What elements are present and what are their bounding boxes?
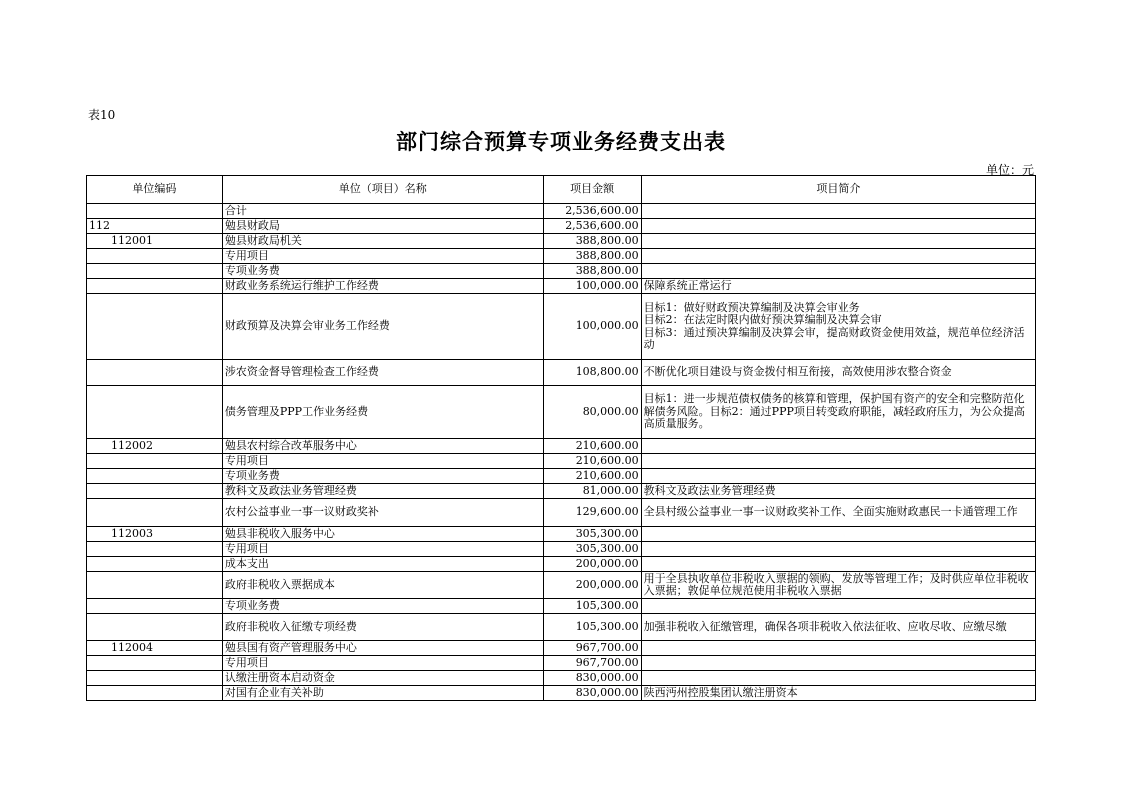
page-title: 部门综合预算专项业务经费支出表: [396, 129, 726, 154]
table-row: [87, 499, 1036, 527]
amount-cell: 81,000.00: [543, 484, 641, 499]
amount-cell: 210,600.00: [543, 469, 641, 484]
code-cell: [87, 386, 223, 439]
table-row: [87, 454, 1036, 469]
code-cell: 112: [87, 219, 223, 234]
code-cell: [87, 671, 223, 686]
table-row: [87, 542, 1036, 557]
desc-cell: 不断优化项目建设与资金拨付相互衔接，高效使用涉农整合资金: [641, 360, 1035, 386]
amount-cell: 830,000.00: [543, 671, 641, 686]
amount-cell: 967,700.00: [543, 641, 641, 656]
desc-cell: [641, 234, 1035, 249]
amount-cell: 105,300.00: [543, 599, 641, 614]
code-cell: 112002: [87, 439, 223, 454]
desc-cell: [641, 542, 1035, 557]
code-cell: [87, 454, 223, 469]
code-cell: [87, 656, 223, 671]
name-cell: 政府非税收入票据成本: [222, 572, 543, 599]
amount-cell: 305,300.00: [543, 542, 641, 557]
amount-cell: 2,536,600.00: [543, 204, 641, 219]
name-cell: 债务管理及PPP工作业务经费: [222, 386, 543, 439]
name-cell: 勉县财政局: [222, 219, 543, 234]
code-cell: [87, 249, 223, 264]
header-code: 单位编码: [87, 176, 223, 204]
amount-cell: 105,300.00: [543, 614, 641, 641]
table-row: [87, 484, 1036, 499]
desc-cell: [641, 454, 1035, 469]
code-cell: [87, 204, 223, 219]
name-cell: 对国有企业有关补助: [222, 686, 543, 701]
header-amount: 项目金额: [543, 176, 641, 204]
table-row: [87, 614, 1036, 641]
name-cell: 专项业务费: [222, 469, 543, 484]
name-cell: 涉农资金督导管理检查工作经费: [222, 360, 543, 386]
desc-cell: 加强非税收入征缴管理，确保各项非税收入依法征收、应收尽收、应缴尽缴: [641, 614, 1035, 641]
desc-cell: [641, 641, 1035, 656]
name-cell: 教科文及政法业务管理经费: [222, 484, 543, 499]
table-row: [87, 249, 1036, 264]
table-row: [87, 219, 1036, 234]
code-cell: [87, 469, 223, 484]
code-cell: [87, 360, 223, 386]
table-row: [87, 469, 1036, 484]
desc-cell: [641, 204, 1035, 219]
name-cell: 财政预算及决算会审业务工作经费: [222, 294, 543, 360]
code-cell: [87, 557, 223, 572]
code-cell: [87, 542, 223, 557]
table-row: [87, 204, 1036, 219]
name-cell: 专用项目: [222, 249, 543, 264]
amount-cell: 80,000.00: [543, 386, 641, 439]
table-row: [87, 294, 1036, 360]
amount-cell: 388,800.00: [543, 249, 641, 264]
desc-cell: 全县村级公益事业一事一议财政奖补工作、全面实施财政惠民一卡通管理工作: [641, 499, 1035, 527]
name-cell: 专用项目: [222, 656, 543, 671]
desc-cell: [641, 439, 1035, 454]
desc-cell: [641, 219, 1035, 234]
name-cell: 财政业务系统运行维护工作经费: [222, 279, 543, 294]
unit-label: 单位：元: [985, 163, 1034, 177]
desc-cell: [641, 599, 1035, 614]
amount-cell: 210,600.00: [543, 439, 641, 454]
code-cell: [87, 499, 223, 527]
name-cell: 专用项目: [222, 454, 543, 469]
code-cell: [87, 264, 223, 279]
budget-table: [86, 175, 1036, 701]
desc-cell: [641, 557, 1035, 572]
name-cell: 农村公益事业一事一议财政奖补: [222, 499, 543, 527]
amount-cell: 830,000.00: [543, 686, 641, 701]
desc-cell: 保障系统正常运行: [641, 279, 1035, 294]
amount-cell: 129,600.00: [543, 499, 641, 527]
table-row: [87, 557, 1036, 572]
amount-cell: 200,000.00: [543, 572, 641, 599]
code-cell: 112003: [87, 527, 223, 542]
table-row: [87, 234, 1036, 249]
code-cell: 112001: [87, 234, 223, 249]
code-cell: 112004: [87, 641, 223, 656]
code-cell: [87, 572, 223, 599]
table-row: [87, 656, 1036, 671]
name-cell: 成本支出: [222, 557, 543, 572]
name-cell: 合计: [222, 204, 543, 219]
name-cell: 专项业务费: [222, 264, 543, 279]
table-row: [87, 527, 1036, 542]
desc-cell: 目标1：进一步规范债权债务的核算和管理，保护国有资产的安全和完整防范化解债务风险。目标2：通过PPP项目转变政府职能，减轻政府压力，为公众提高高质量服务。: [641, 386, 1035, 439]
code-cell: [87, 294, 223, 360]
amount-cell: 200,000.00: [543, 557, 641, 572]
amount-cell: 388,800.00: [543, 264, 641, 279]
amount-cell: 967,700.00: [543, 656, 641, 671]
name-cell: 勉县财政局机关: [222, 234, 543, 249]
code-cell: [87, 599, 223, 614]
desc-cell: [641, 249, 1035, 264]
desc-cell: [641, 656, 1035, 671]
name-cell: 勉县非税收入服务中心: [222, 527, 543, 542]
header-desc: 项目简介: [641, 176, 1035, 204]
amount-cell: 305,300.00: [543, 527, 641, 542]
table-row: [87, 386, 1036, 439]
table-row: [87, 439, 1036, 454]
table-row: [87, 641, 1036, 656]
amount-cell: 100,000.00: [543, 279, 641, 294]
code-cell: [87, 484, 223, 499]
desc-cell: [641, 671, 1035, 686]
table-row: [87, 572, 1036, 599]
amount-cell: 100,000.00: [543, 294, 641, 360]
code-cell: [87, 279, 223, 294]
name-cell: 专用项目: [222, 542, 543, 557]
table-row: [87, 360, 1036, 386]
table-row: [87, 264, 1036, 279]
header-name: 单位（项目）名称: [222, 176, 543, 204]
desc-cell: [641, 264, 1035, 279]
name-cell: 政府非税收入征缴专项经费: [222, 614, 543, 641]
name-cell: 勉县国有资产管理服务中心: [222, 641, 543, 656]
name-cell: 专项业务费: [222, 599, 543, 614]
desc-cell: 目标1：做好财政预决算编制及决算会审业务 目标2：在法定时限内做好预决算编制及决算会审 目标3：通过预决算编制及决算会审，提高财政资金使用效益，规范单位经济活动: [641, 294, 1035, 360]
desc-cell: 陕西沔州控股集团认缴注册资本: [641, 686, 1035, 701]
amount-cell: 108,800.00: [543, 360, 641, 386]
code-cell: [87, 614, 223, 641]
amount-cell: 210,600.00: [543, 454, 641, 469]
name-cell: 认缴注册资本启动资金: [222, 671, 543, 686]
table-row: [87, 671, 1036, 686]
table-row: [87, 686, 1036, 701]
desc-cell: 用于全县执收单位非税收入票据的领购、发放等管理工作；及时供应单位非税收入票据；敦促单位规范使用非税收入票据: [641, 572, 1035, 599]
table-number: 表10: [88, 108, 116, 122]
desc-cell: 教科文及政法业务管理经费: [641, 484, 1035, 499]
header-row: [87, 176, 1036, 204]
name-cell: 勉县农村综合改革服务中心: [222, 439, 543, 454]
table-row: [87, 279, 1036, 294]
code-cell: [87, 686, 223, 701]
desc-cell: [641, 469, 1035, 484]
amount-cell: 2,536,600.00: [543, 219, 641, 234]
desc-cell: [641, 527, 1035, 542]
table-row: [87, 599, 1036, 614]
amount-cell: 388,800.00: [543, 234, 641, 249]
